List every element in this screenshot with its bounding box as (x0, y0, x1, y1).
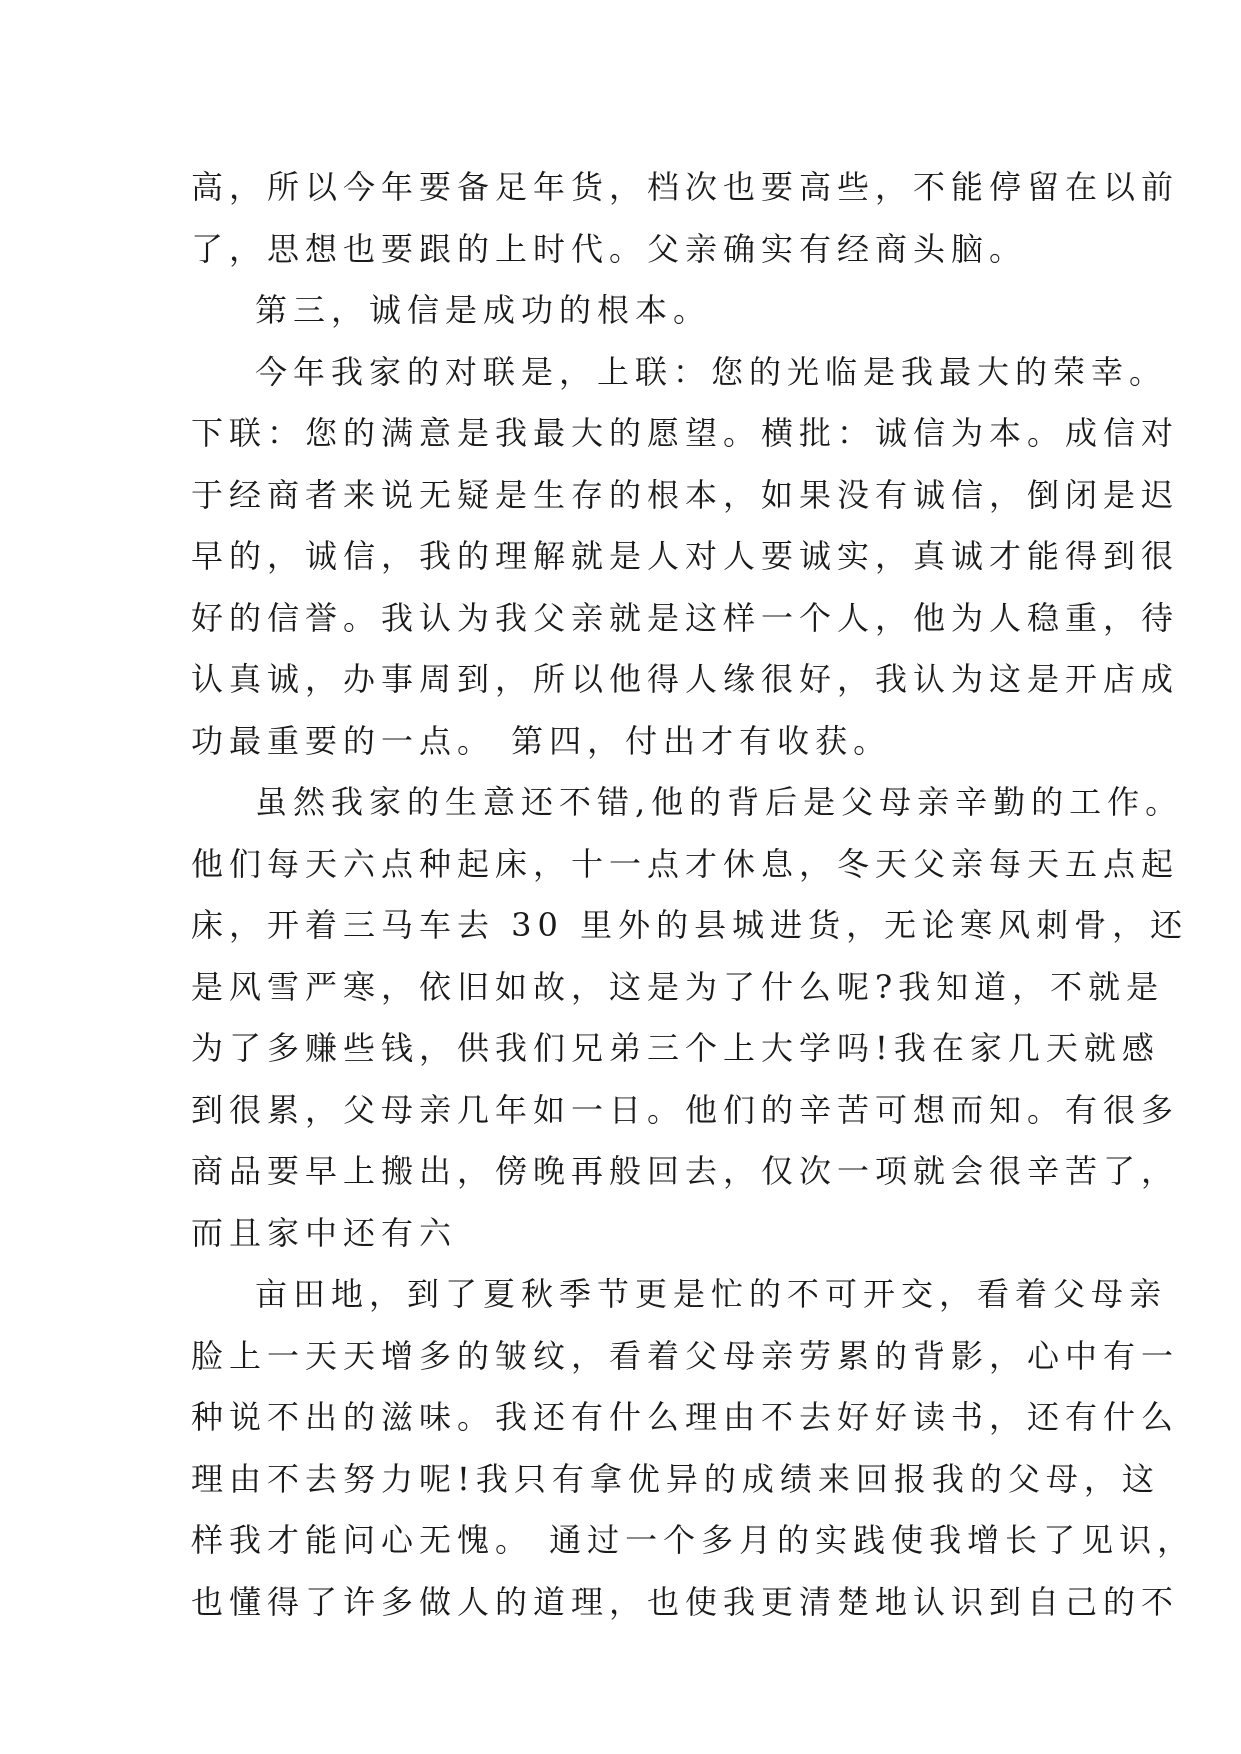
text-line: 样我才能问心无愧。 通过一个多月的实践使我增长了见识， (191, 1521, 1196, 1559)
text-line: 是风雪严寒，依旧如故，这是为了什么呢?我知道，不就是 (191, 967, 1165, 1006)
text-line: 亩田地，到了夏秋季节更是忙的不可开交，看着父母亲 (255, 1275, 1168, 1313)
text-line: 功最重要的一点。 第四，付出才有收获。 (191, 721, 892, 760)
text-line: 到很累，父母亲几年如一日。他们的辛苦可想而知。有很多 (191, 1090, 1180, 1129)
text-line: 下联：您的满意是我最大的愿望。横批：诚信为本。成信对 (191, 414, 1180, 452)
text-line: 了，思想也要跟的上时代。父亲确实有经商头脑。 (191, 229, 1028, 268)
text-line: 虽然我家的生意还不错,他的背后是父母亲辛勤的工作。 (255, 783, 1184, 821)
text-line: 而且家中还有六 (191, 1213, 458, 1252)
text-line: 为了多赚些钱，供我们兄弟三个上大学吗!我在家几天就感 (191, 1029, 1160, 1067)
text-line: 种说不出的滋味。我还有什么理由不去好好读书，还有什么 (191, 1398, 1180, 1436)
text-line: 脸上一天天增多的皱纹，看着父母亲劳累的背影，心中有一 (191, 1336, 1180, 1375)
text-line: 床，开着三马车去 30 里外的县城进货，无论寒风刺骨，还 (191, 906, 1189, 944)
text-line: 早的，诚信，我的理解就是人对人要诚实，真诚才能得到很 (191, 537, 1180, 575)
document-body (191, 157, 1196, 1633)
text-line: 商品要早上搬出，傍晚再般回去，仅次一项就会很辛苦了， (191, 1152, 1180, 1190)
text-line: 于经商者来说无疑是生存的根本，如果没有诚信，倒闭是迟 (191, 475, 1180, 514)
text-line: 他们每天六点种起床，十一点才休息，冬天父亲每天五点起 (191, 844, 1180, 883)
text-line: 理由不去努力呢!我只有拿优异的成绩来回报我的父母，这 (191, 1459, 1160, 1498)
text-line: 高，所以今年要备足年货，档次也要高些，不能停留在以前 (191, 168, 1180, 206)
text-line: 也懂得了许多做人的道理，也使我更清楚地认识到自己的不 (191, 1582, 1180, 1621)
text-line: 今年我家的对联是，上联：您的光临是我最大的荣幸。 (255, 352, 1168, 391)
text-line: 好的信誉。我认为我父亲就是这样一个人，他为人稳重，待 (191, 598, 1180, 637)
text-line: 第三，诚信是成功的根本。 (255, 291, 712, 329)
text-line: 认真诚，办事周到，所以他得人缘很好，我认为这是开店成 (191, 660, 1180, 698)
